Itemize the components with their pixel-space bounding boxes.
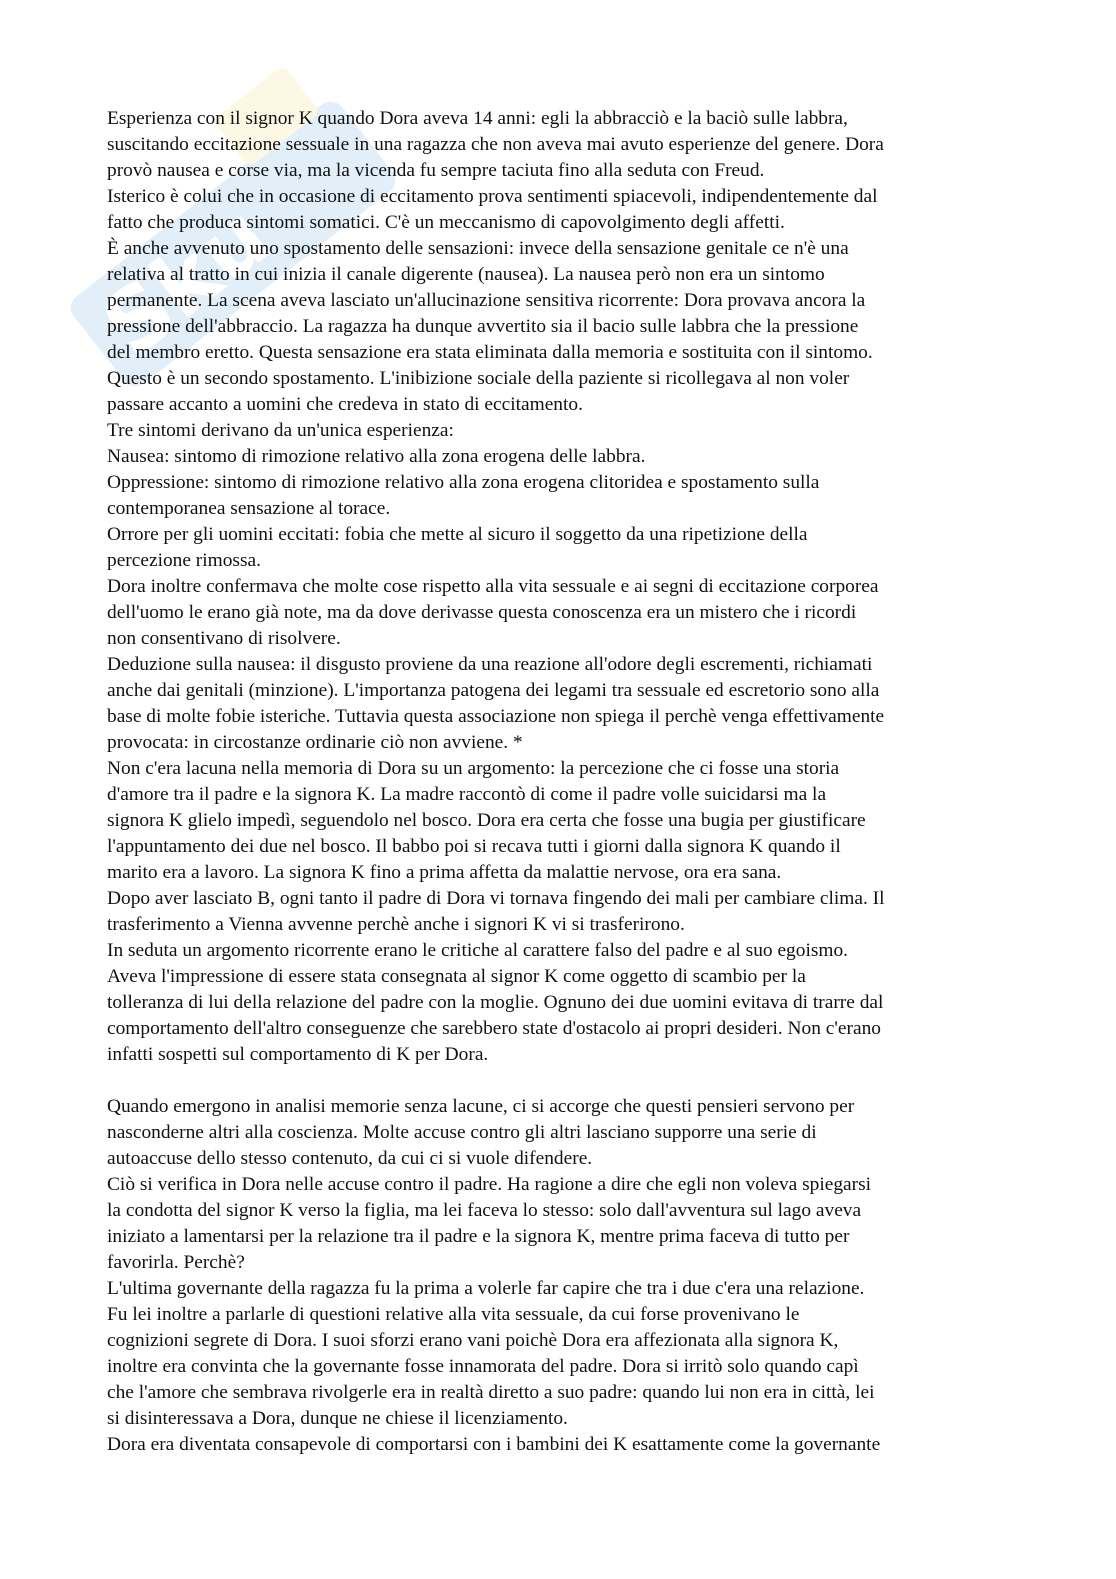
text-line: Oppressione: sintomo di rimozione relativo alla zona erogena clitoridea e spostamento sulla xyxy=(107,472,820,493)
text-line: d'amore tra il padre e la signora K. La madre raccontò di come il padre volle suicidarsi ma la xyxy=(107,784,827,805)
text-line: infatti sospetti sul comportamento di K per Dora. xyxy=(107,1044,489,1065)
text-line: Ciò si verifica in Dora nelle accuse contro il padre. Ha ragione a dire che egli non voleva spiegarsi xyxy=(107,1174,872,1195)
text-line: contemporanea sensazione al torace. xyxy=(107,498,391,519)
document-body xyxy=(107,106,1007,1458)
text-line: inoltre era convinta che la governante fosse innamorata del padre. Dora si irritò solo quando capì xyxy=(107,1356,859,1377)
text-line: provocata: in circostanze ordinarie ciò non avviene. * xyxy=(107,732,523,753)
paragraph-spacer xyxy=(107,1068,1007,1094)
text-line: Dora inoltre confermava che molte cose rispetto alla vita sessuale e ai segni di eccitazione corporea xyxy=(107,576,879,597)
text-line: relativa al tratto in cui inizia il canale digerente (nausea). La nausea però non era un sintomo xyxy=(107,264,825,285)
text-line: In seduta un argomento ricorrente erano le critiche al carattere falso del padre e al suo egoismo. xyxy=(107,940,849,961)
text-line: base di molte fobie isteriche. Tuttavia questa associazione non spiega il perchè venga effettivamente xyxy=(107,706,885,727)
text-line: signora K glielo impedì, seguendolo nel bosco. Dora era certa che fosse una bugia per giustificare xyxy=(107,810,866,831)
text-line: favorirla. Perchè? xyxy=(107,1252,245,1273)
text-line: tolleranza di lui della relazione del padre con la moglie. Ognuno dei due uomini evitava di trarre dal xyxy=(107,992,884,1013)
text-line: Dora era diventata consapevole di comportarsi con i bambini dei K esattamente come la governante xyxy=(107,1434,881,1455)
text-line: dell'uomo le erano già note, ma da dove derivasse questa conoscenza era un mistero che i ricordi xyxy=(107,602,857,623)
text-line: nasconderne altri alla coscienza. Molte accuse contro gli altri lasciano supporre una serie di xyxy=(107,1122,817,1143)
text-line: Dopo aver lasciato B, ogni tanto il padre di Dora vi tornava fingendo dei mali per cambiare clima. Il xyxy=(107,888,885,909)
text-line: Isterico è colui che in occasione di eccitamento prova sentimenti spiacevoli, indipendentemente dal xyxy=(107,186,878,207)
text-line: comportamento dell'altro conseguenze che sarebbero state d'ostacolo ai propri desideri. Non c'erano xyxy=(107,1018,881,1039)
text-line: Quando emergono in analisi memorie senza lacune, ci si accorge che questi pensieri servono per xyxy=(107,1096,855,1117)
text-line: marito era a lavoro. La signora K fino a prima affetta da malattie nervose, ora era sana. xyxy=(107,862,782,883)
text-line: Non c'era lacuna nella memoria di Dora su un argomento: la percezione che ci fosse una storia xyxy=(107,758,840,779)
text-line: Orrore per gli uomini eccitati: fobia che mette al sicuro il soggetto da una ripetizione della xyxy=(107,524,808,545)
text-line: Nausea: sintomo di rimozione relativo alla zona erogena delle labbra. xyxy=(107,446,646,467)
text-line: passare accanto a uomini che credeva in stato di eccitamento. xyxy=(107,394,583,415)
text-line: Tre sintomi derivano da un'unica esperienza: xyxy=(107,420,454,441)
text-line: anche dai genitali (minzione). L'importanza patogena dei legami tra sessuale ed escretorio sono alla xyxy=(107,680,880,701)
text-line: Esperienza con il signor K quando Dora aveva 14 anni: egli la abbracciò e la baciò sulle labbra, xyxy=(107,108,848,129)
text-line: fatto che produca sintomi somatici. C'è un meccanismo di capovolgimento degli affetti. xyxy=(107,212,785,233)
text-line: Fu lei inoltre a parlarle di questioni relative alla vita sessuale, da cui forse provenivano le xyxy=(107,1304,800,1325)
text-line: pressione dell'abbraccio. La ragazza ha dunque avvertito sia il bacio sulle labbra che la pressione xyxy=(107,316,859,337)
text-line: L'ultima governante della ragazza fu la prima a volerle far capire che tra i due c'era una relazione. xyxy=(107,1278,865,1299)
text-line: permanente. La scena aveva lasciato un'allucinazione sensitiva ricorrente: Dora provava ancora la xyxy=(107,290,866,311)
text-line: del membro eretto. Questa sensazione era stata eliminata dalla memoria e sostituita con il sintomo. xyxy=(107,342,873,363)
text-line: non consentivano di risolvere. xyxy=(107,628,341,649)
svg-text:Sku: Sku xyxy=(84,186,289,377)
text-line: trasferimento a Vienna avvenne perchè anche i signori K vi si trasferirono. xyxy=(107,914,685,935)
text-line: Aveva l'impressione di essere stata consegnata al signor K come oggetto di scambio per la xyxy=(107,966,806,987)
text-line: percezione rimossa. xyxy=(107,550,261,571)
text-line: autoaccuse dello stesso contenuto, da cui ci si vuole difendere. xyxy=(107,1148,593,1169)
text-line: l'appuntamento dei due nel bosco. Il babbo poi si recava tutti i giorni dalla signora K quando il xyxy=(107,836,841,857)
text-line: cognizioni segrete di Dora. I suoi sforzi erano vani poichè Dora era affezionata alla signora K, xyxy=(107,1330,839,1351)
text-line: suscitando eccitazione sessuale in una ragazza che non aveva mai avuto esperienze del genere. Dora xyxy=(107,134,884,155)
text-line: È anche avvenuto uno spostamento delle sensazioni: invece della sensazione genitale ce n'è una xyxy=(107,238,849,259)
text-line: la condotta del signor K verso la figlia, ma lei faceva lo stesso: solo dall'avventura sul lago aveva xyxy=(107,1200,862,1221)
text-line: provò nausea e corse via, ma la vicenda fu sempre taciuta fino alla seduta con Freud. xyxy=(107,160,765,181)
text-line: che l'amore che sembrava rivolgerle era in realtà diretto a suo padre: quando lui non era in città, lei xyxy=(107,1382,875,1403)
text-line: Deduzione sulla nausea: il disgusto proviene da una reazione all'odore degli escrementi, richiamati xyxy=(107,654,873,675)
text-line: si disinteressava a Dora, dunque ne chiese il licenziamento. xyxy=(107,1408,568,1429)
text-line: iniziato a lamentarsi per la relazione tra il padre e la signora K, mentre prima faceva di tutto per xyxy=(107,1226,850,1247)
text-line: Questo è un secondo spostamento. L'inibizione sociale della paziente si ricollegava al non voler xyxy=(107,368,850,389)
